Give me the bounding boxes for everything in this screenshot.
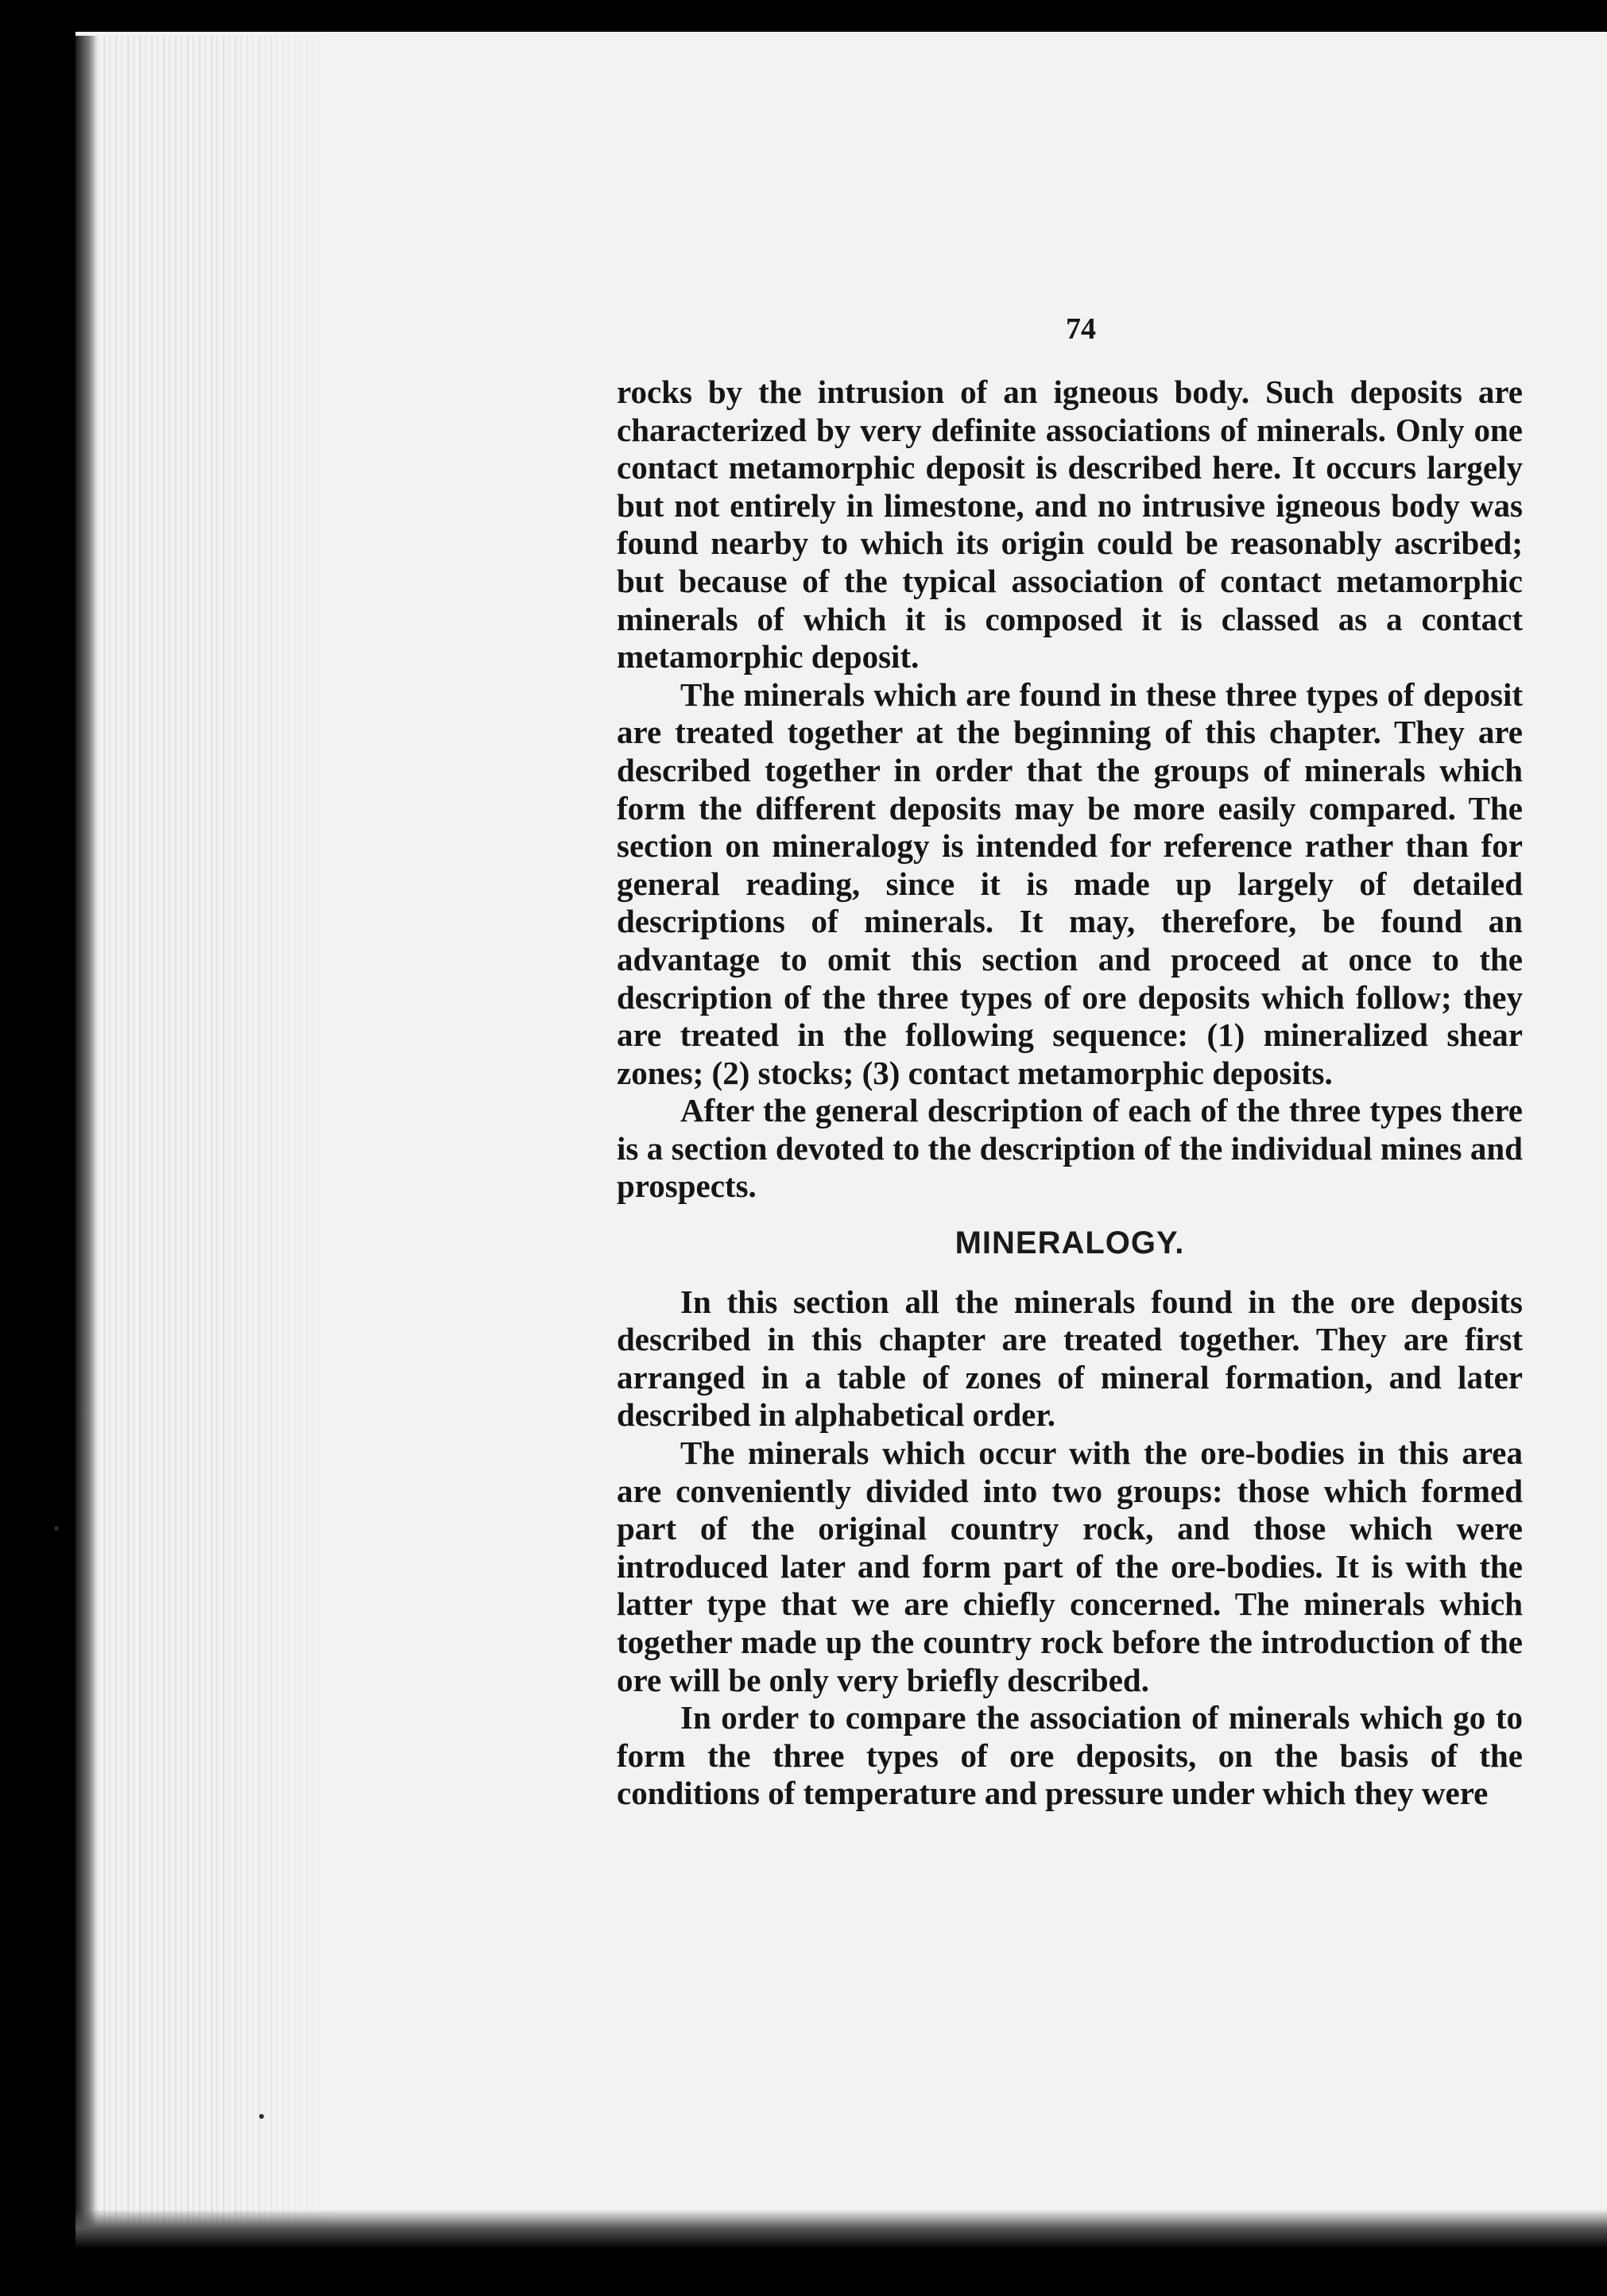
page-number: 74 (1066, 312, 1096, 346)
body-text (617, 374, 1523, 1813)
paragraph: rocks by the intrusion of an igneous body. Such deposits are characterized by very definite associations of minerals. Only one contact metamorphic deposit is described here. It occurs largely but not entirely in limestone, and no intrusive igneous body was found nearby to which its origin could be reasonably ascribed; but because of the typical association of contact metamorphic minerals of which it is composed it is classed as a contact metamorphic deposit. (617, 374, 1523, 676)
paragraph: In order to compare the association of minerals which go to form the three types of ore deposits, on the basis of the conditions of temperature and pressure under which they were (617, 1699, 1523, 1812)
binding-shadow (76, 36, 98, 2229)
paragraph: The minerals which occur with the ore-bodies in this area are conveniently divided into two groups: those which formed part of the original country rock, and those which were introduced later and form part of the ore-bodies. It is with the latter type that we are chiefly concerned. The minerals which together made up the country rock before the introduction of the ore will be only very briefly described. (617, 1435, 1523, 1698)
scan-speck (259, 2114, 264, 2119)
scan-speck (54, 1526, 59, 1531)
page-stack-edges (76, 36, 338, 2229)
paragraph: After the general description of each of the three types there is a section devoted to the description of the individual mines and prospects. (617, 1092, 1523, 1205)
scan-bottom-border (76, 2209, 1607, 2296)
section-heading: MINERALOGY. (955, 1225, 1185, 1261)
paragraph: The minerals which are found in these three types of deposit are treated together at the beginning of this chapter. They are described together in order that the groups of minerals which form the different deposits may be more easily compared. The section on mineralogy is intended for reference rather than for general reading, since it is made up largely of detailed descriptions of minerals. It may, therefore, be found an advantage to omit this section and proceed at once to the description of the three types of ore deposits which follow; they are treated in the following sequence: (1) mineralized shear zones; (2) stocks; (3) contact metamorphic deposits. (617, 676, 1523, 1091)
paragraph: In this section all the minerals found in the ore deposits described in this chapter are treated together. They are first arranged in a table of zones of mineral formation, and later described in alphabetical order. (617, 1283, 1523, 1434)
scan-left-border (0, 0, 76, 2296)
